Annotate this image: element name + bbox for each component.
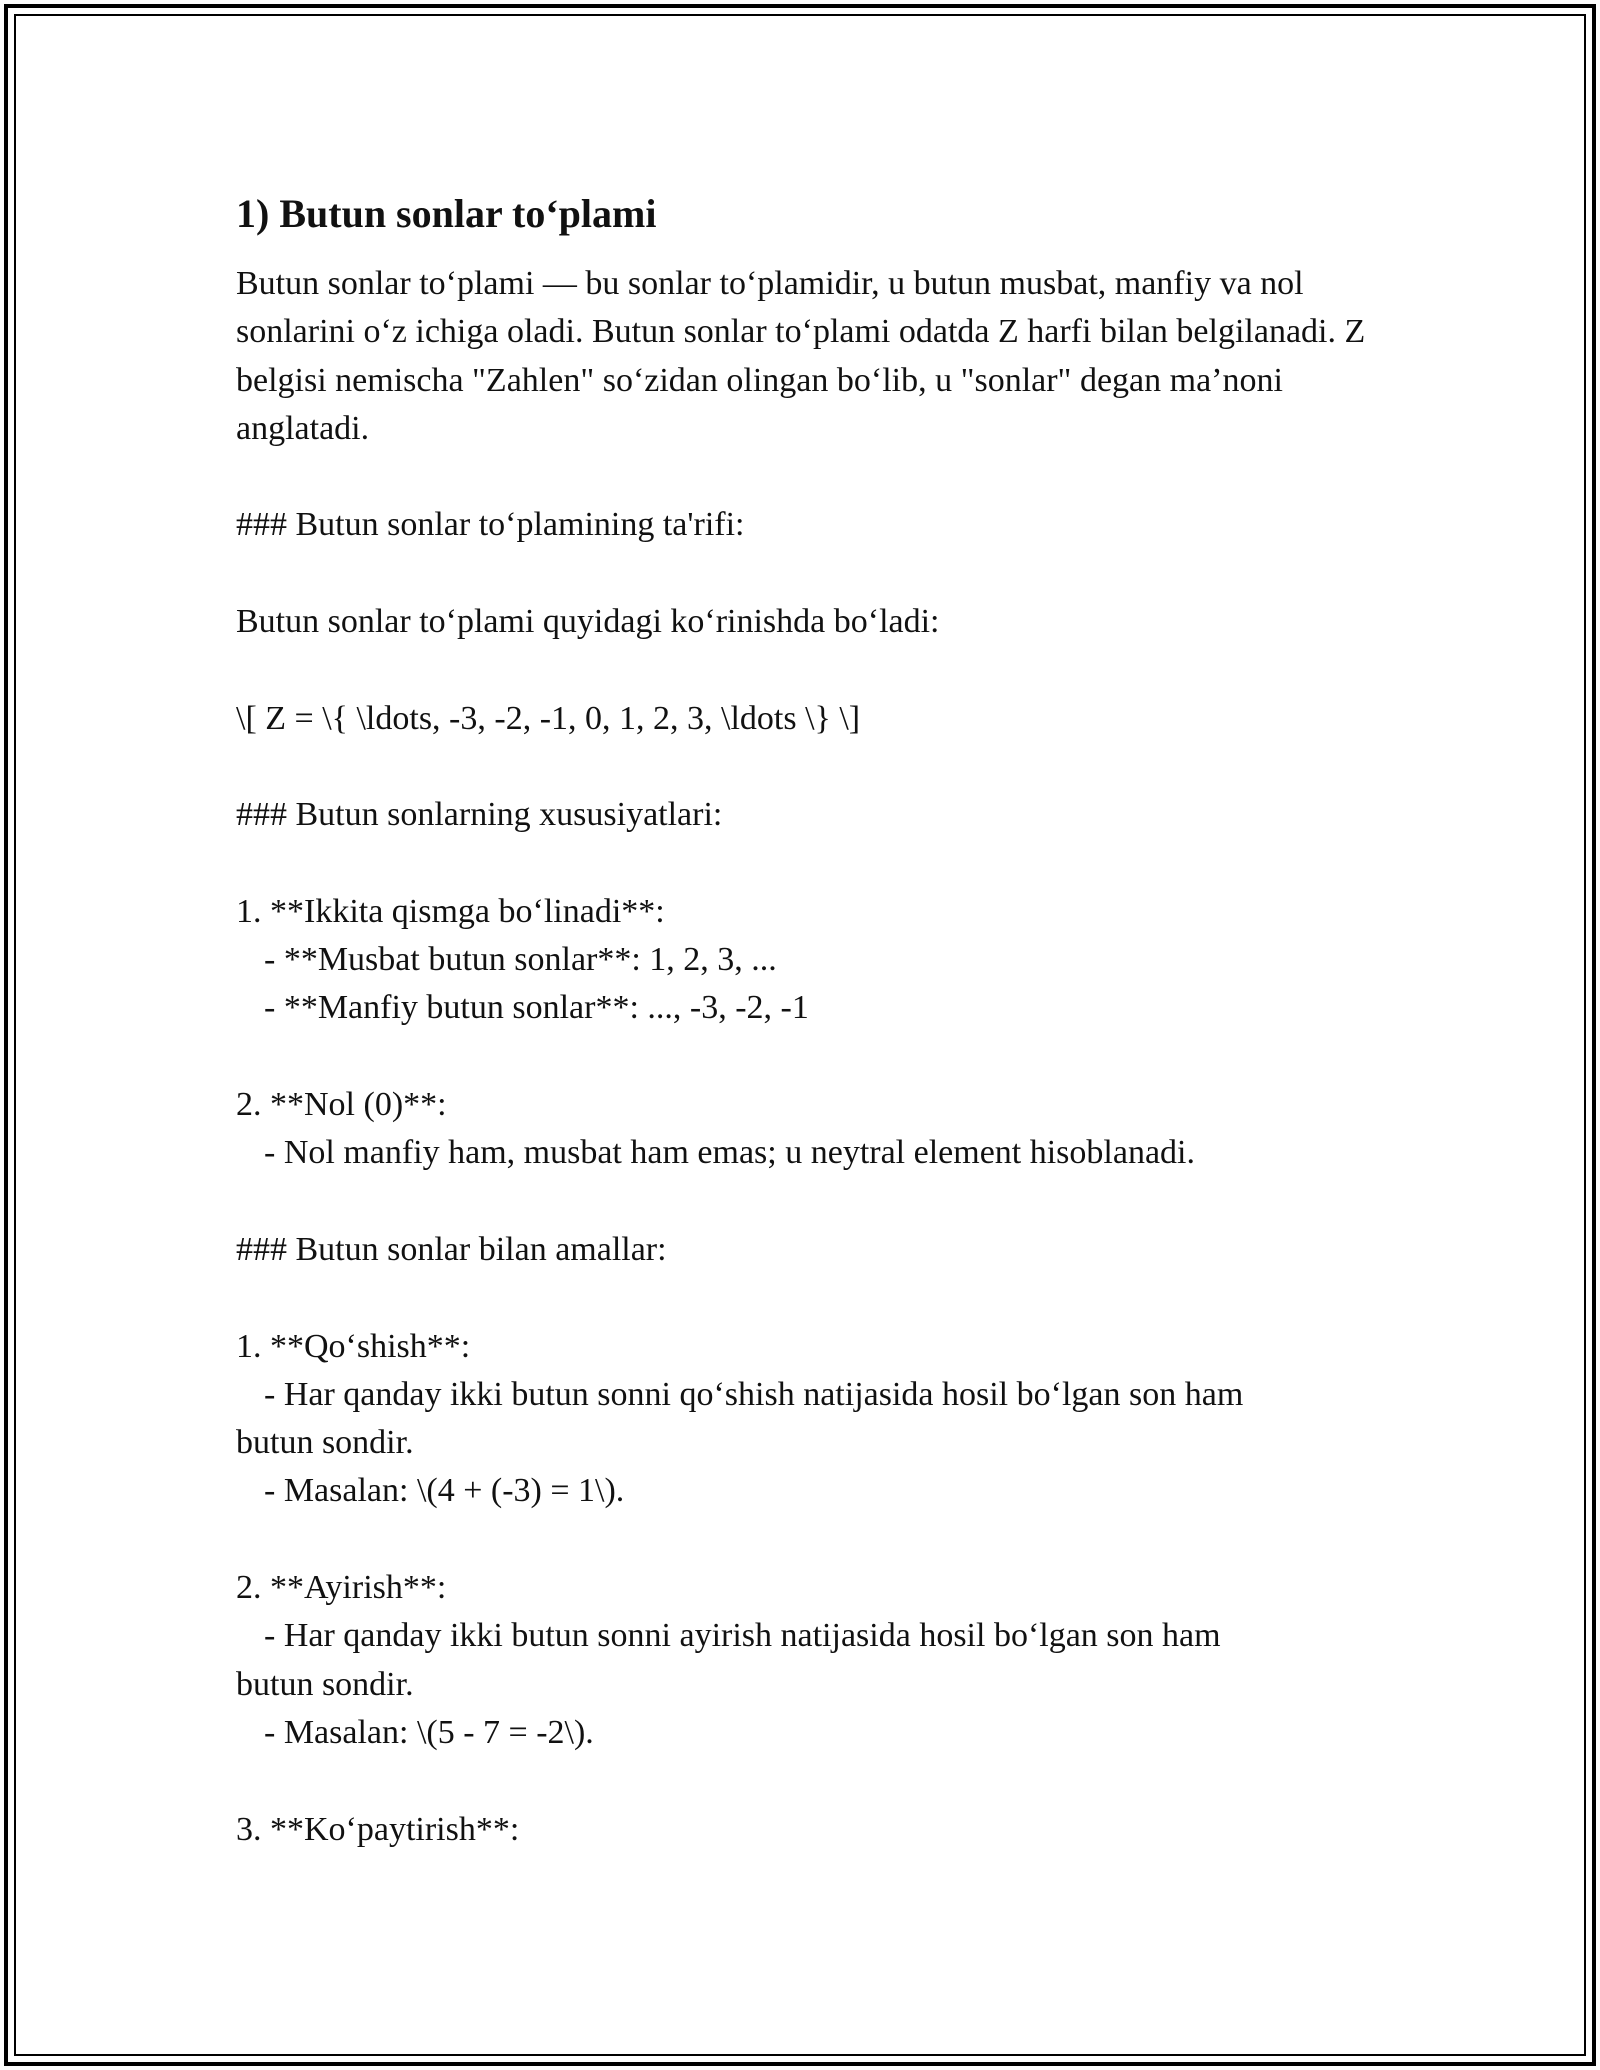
operation-2-example: - Masalan: \(5 - 7 = -2\). — [264, 1713, 594, 1751]
operation-2-title: 2. **Ayirish**: — [236, 1569, 447, 1607]
blank-line — [236, 550, 1366, 598]
blank-line — [236, 1033, 1366, 1081]
property-1-item-negative: - **Manfiy butun sonlar**: ..., -3, -2, -1 — [264, 989, 809, 1027]
document-title: 1) Butun sonlar to‘plami — [236, 191, 657, 236]
blank-line — [236, 743, 1366, 791]
property-1-title: 1. **Ikkita qismga bo‘linadi**: — [236, 892, 665, 930]
blank-line — [236, 840, 1366, 888]
property-2-title: 2. **Nol (0)**: — [236, 1086, 447, 1124]
document-body — [236, 188, 1366, 1854]
intro-paragraph: Butun sonlar to‘plami — bu sonlar to‘plamidir, u butun musbat, manfiy va nol sonlarini o‘z ichiga oladi. Butun sonlar to‘plami odatda Z harfi bilan belgilanadi. Z belgisi nemischa "Zahlen" so‘zidan olingan bo‘lib, u "sonlar" degan ma’noni anglatadi. — [236, 265, 1366, 447]
property-2-item: - Nol manfiy ham, musbat ham emas; u neytral element hisoblanadi. — [264, 1134, 1195, 1172]
property-1-item-positive: - **Musbat butun sonlar**: 1, 2, 3, ... — [264, 941, 777, 979]
operation-1-title: 1. **Qo‘shish**: — [236, 1327, 471, 1365]
blank-line — [236, 1757, 1366, 1805]
operation-2-rule-continued: butun sondir. — [236, 1665, 414, 1703]
heading-properties: ### Butun sonlarning xususiyatlari: — [236, 796, 723, 834]
heading-definition: ### Butun sonlar to‘plamining ta'rifi: — [236, 506, 745, 544]
blank-line — [236, 646, 1366, 694]
blank-line — [236, 1178, 1366, 1226]
heading-operations: ### Butun sonlar bilan amallar: — [236, 1230, 667, 1268]
set-formula: \[ Z = \{ \ldots, -3, -2, -1, 0, 1, 2, 3, \ldots \} \] — [236, 699, 861, 737]
blank-line — [236, 1274, 1366, 1322]
operation-1-rule: - Har qanday ikki butun sonni qo‘shish natijasida hosil bo‘lgan son ham — [264, 1375, 1244, 1413]
operation-1-example: - Masalan: \(4 + (-3) = 1\). — [264, 1472, 625, 1510]
blank-line — [236, 1516, 1366, 1564]
blank-line — [236, 453, 1366, 501]
operation-3-title: 3. **Ko‘paytirish**: — [236, 1810, 520, 1848]
definition-text: Butun sonlar to‘plami quyidagi ko‘rinishda bo‘ladi: — [236, 603, 940, 641]
operation-2-rule: - Har qanday ikki butun sonni ayirish natijasida hosil bo‘lgan son ham — [264, 1617, 1221, 1655]
operation-1-rule-continued: butun sondir. — [236, 1424, 414, 1462]
